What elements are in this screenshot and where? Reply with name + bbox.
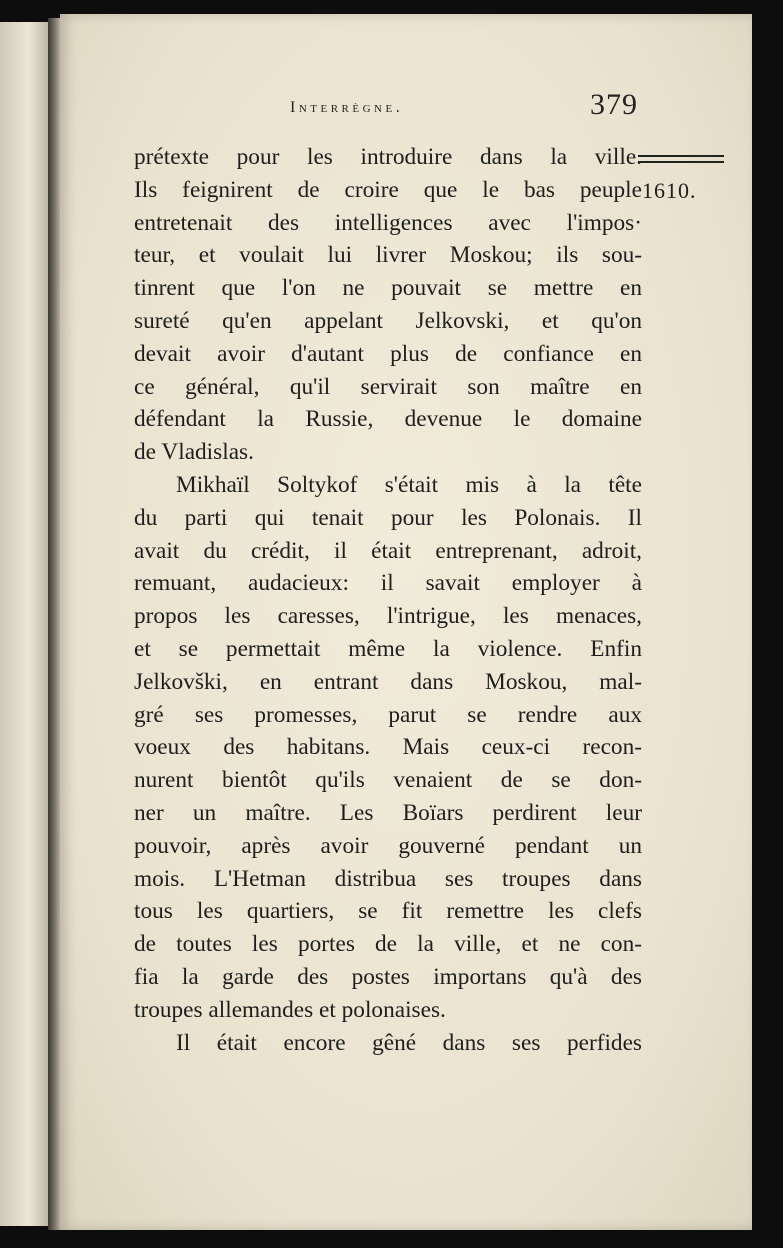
- text-line: prétexte pour les introduire dans la ville.: [134, 144, 642, 170]
- text-line: sureté qu'en appelant Jelkovski, et qu'on: [134, 307, 642, 334]
- text-line: avait du crédit, il était entreprenant, adroit,: [134, 537, 642, 564]
- text-line: Jelkovški, en entrant dans Moskou, mal-: [134, 668, 642, 695]
- text-line: fia la garde des postes importans qu'à des: [134, 963, 642, 990]
- running-title: Interrègne.: [290, 99, 404, 116]
- text-line: Mikhaïl Soltykof s'était mis à la tête: [176, 471, 642, 498]
- text-line: du parti qui tenait pour les Polonais. Il: [134, 504, 642, 531]
- text-line: remuant, audacieux: il savait employer à: [134, 570, 642, 597]
- text-line: et se permettait même la violence. Enfin: [134, 635, 642, 662]
- margin-rule: [638, 155, 724, 163]
- text-line: teur, et voulait lui livrer Moskou; ils sou-: [134, 242, 642, 269]
- text-line: devait avoir d'autant plus de confiance en: [134, 340, 642, 367]
- text-line: tous les quartiers, se fit remettre les clefs: [134, 898, 642, 925]
- facing-page-edge: [0, 22, 50, 1226]
- text-line: tinrent que l'on ne pouvait se mettre en: [134, 275, 642, 302]
- text-line: troupes allemandes et polonaises.: [134, 996, 446, 1023]
- text-line: pouvoir, après avoir gouverné pendant un: [134, 832, 642, 859]
- text-line: Ils feignirent de croire que le bas peuple: [134, 176, 642, 203]
- text-line: propos les caresses, l'intrigue, les menaces,: [134, 603, 642, 630]
- body-text: [134, 141, 642, 1059]
- text-line: gré ses promesses, parut se rendre aux: [134, 701, 642, 728]
- text-line: Il était encore gêné dans ses perfides: [176, 1029, 642, 1056]
- text-line: voeux des habitans. Mais ceux-ci recon-: [134, 734, 642, 761]
- text-line: entretenait des intelligences avec l'impos·: [134, 209, 642, 236]
- margin-year: 1610.: [642, 178, 697, 203]
- text-line: ce général, qu'il servirait son maître en: [134, 373, 642, 400]
- page-number: 379: [590, 88, 638, 121]
- text-line: défendant la Russie, devenue le domaine: [134, 406, 642, 433]
- text-line: de toutes les portes de la ville, et ne con-: [134, 931, 642, 958]
- text-line: de Vladislas.: [134, 439, 254, 466]
- text-line: nurent bientôt qu'ils venaient de se don-: [134, 767, 642, 794]
- text-line: ner un maître. Les Boïars perdirent leur: [134, 799, 642, 826]
- text-line: mois. L'Hetman distribua ses troupes dans: [134, 865, 642, 892]
